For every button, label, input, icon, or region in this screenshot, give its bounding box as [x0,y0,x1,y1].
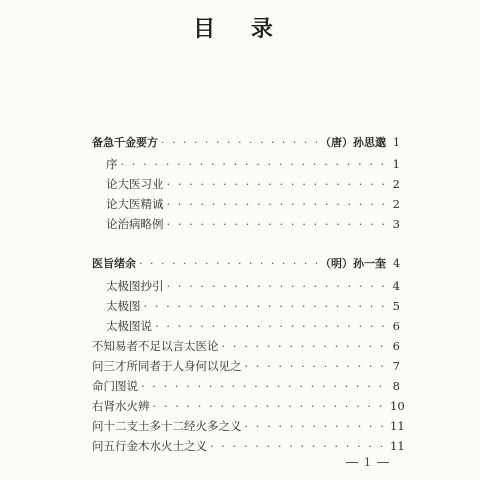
entry-title: 不知易者不足以言太医论 [92,339,219,353]
footer-dash [346,462,358,463]
entry-title: 论治病略例 [106,217,164,231]
toc-entry[interactable] [92,359,400,373]
page-number: 6 [392,339,400,353]
entry-title: 太极图抄引 [106,279,164,293]
toc-section-heading[interactable] [92,257,400,271]
section-author: （唐）孙思邈 [320,136,386,149]
dot-leader [139,257,317,271]
entry-title: 序 [106,157,118,171]
page-number: 4 [393,257,400,270]
dot-leader [245,419,388,433]
dot-leader [167,197,388,211]
toc-entry[interactable] [92,339,400,353]
entry-title: 问三才所同者于人身何以见之 [92,359,242,373]
page-number: 2 [392,177,400,191]
page-number: 4 [392,279,400,293]
page-title: 目 录 [193,16,287,42]
dot-leader [153,399,388,413]
toc-entry[interactable] [92,399,405,413]
entry-title: 右肾水火辨 [92,399,150,413]
page-number: 1 [392,157,400,171]
dot-leader [210,439,387,453]
entry-title: 太极图说 [106,319,152,333]
dot-leader [161,136,317,150]
page-number: 7 [392,359,400,373]
entry-title: 命门图说 [92,379,138,393]
section-author: （明）孙一奎 [320,257,386,270]
entry-title: 问十二支土多十二经火多之义 [92,419,242,433]
page-number: 8 [392,379,400,393]
page-footer [340,456,395,469]
page-number: 6 [392,319,400,333]
footer-page-number: 1 [364,456,371,469]
dot-leader [245,359,388,373]
toc-entry[interactable] [106,197,400,211]
toc-entry[interactable] [92,439,405,453]
entry-title: 论大医精诚 [106,197,164,211]
toc-entry[interactable] [106,299,400,313]
section-title: 备急千金要方 [92,136,158,149]
toc-entry[interactable] [106,157,400,171]
footer-dash [377,462,389,463]
page-number: 3 [392,217,400,231]
page-number: 11 [390,439,405,453]
dot-leader [144,299,388,313]
dot-leader [167,177,388,191]
toc-entry[interactable] [92,419,405,433]
page-number: 2 [392,197,400,211]
dot-leader [222,339,388,353]
toc-entry[interactable] [106,319,400,333]
toc-entry[interactable] [106,177,400,191]
dot-leader [121,157,388,171]
page-number: 1 [393,136,400,149]
page-number: 10 [390,399,405,413]
toc-entry[interactable] [92,379,400,393]
page-number: 5 [392,299,400,313]
toc-entry[interactable] [106,217,400,231]
entry-title: 太极图 [106,299,141,313]
section-title: 医旨绪余 [92,257,136,270]
page-number: 11 [390,419,405,433]
dot-leader [141,379,387,393]
dot-leader [167,279,388,293]
entry-title: 论大医习业 [106,177,164,191]
toc-entry[interactable] [106,279,400,293]
entry-title: 问五行金木水火土之义 [92,439,207,453]
dot-leader [155,319,387,333]
dot-leader [167,217,388,231]
toc-section-heading[interactable] [92,136,400,150]
